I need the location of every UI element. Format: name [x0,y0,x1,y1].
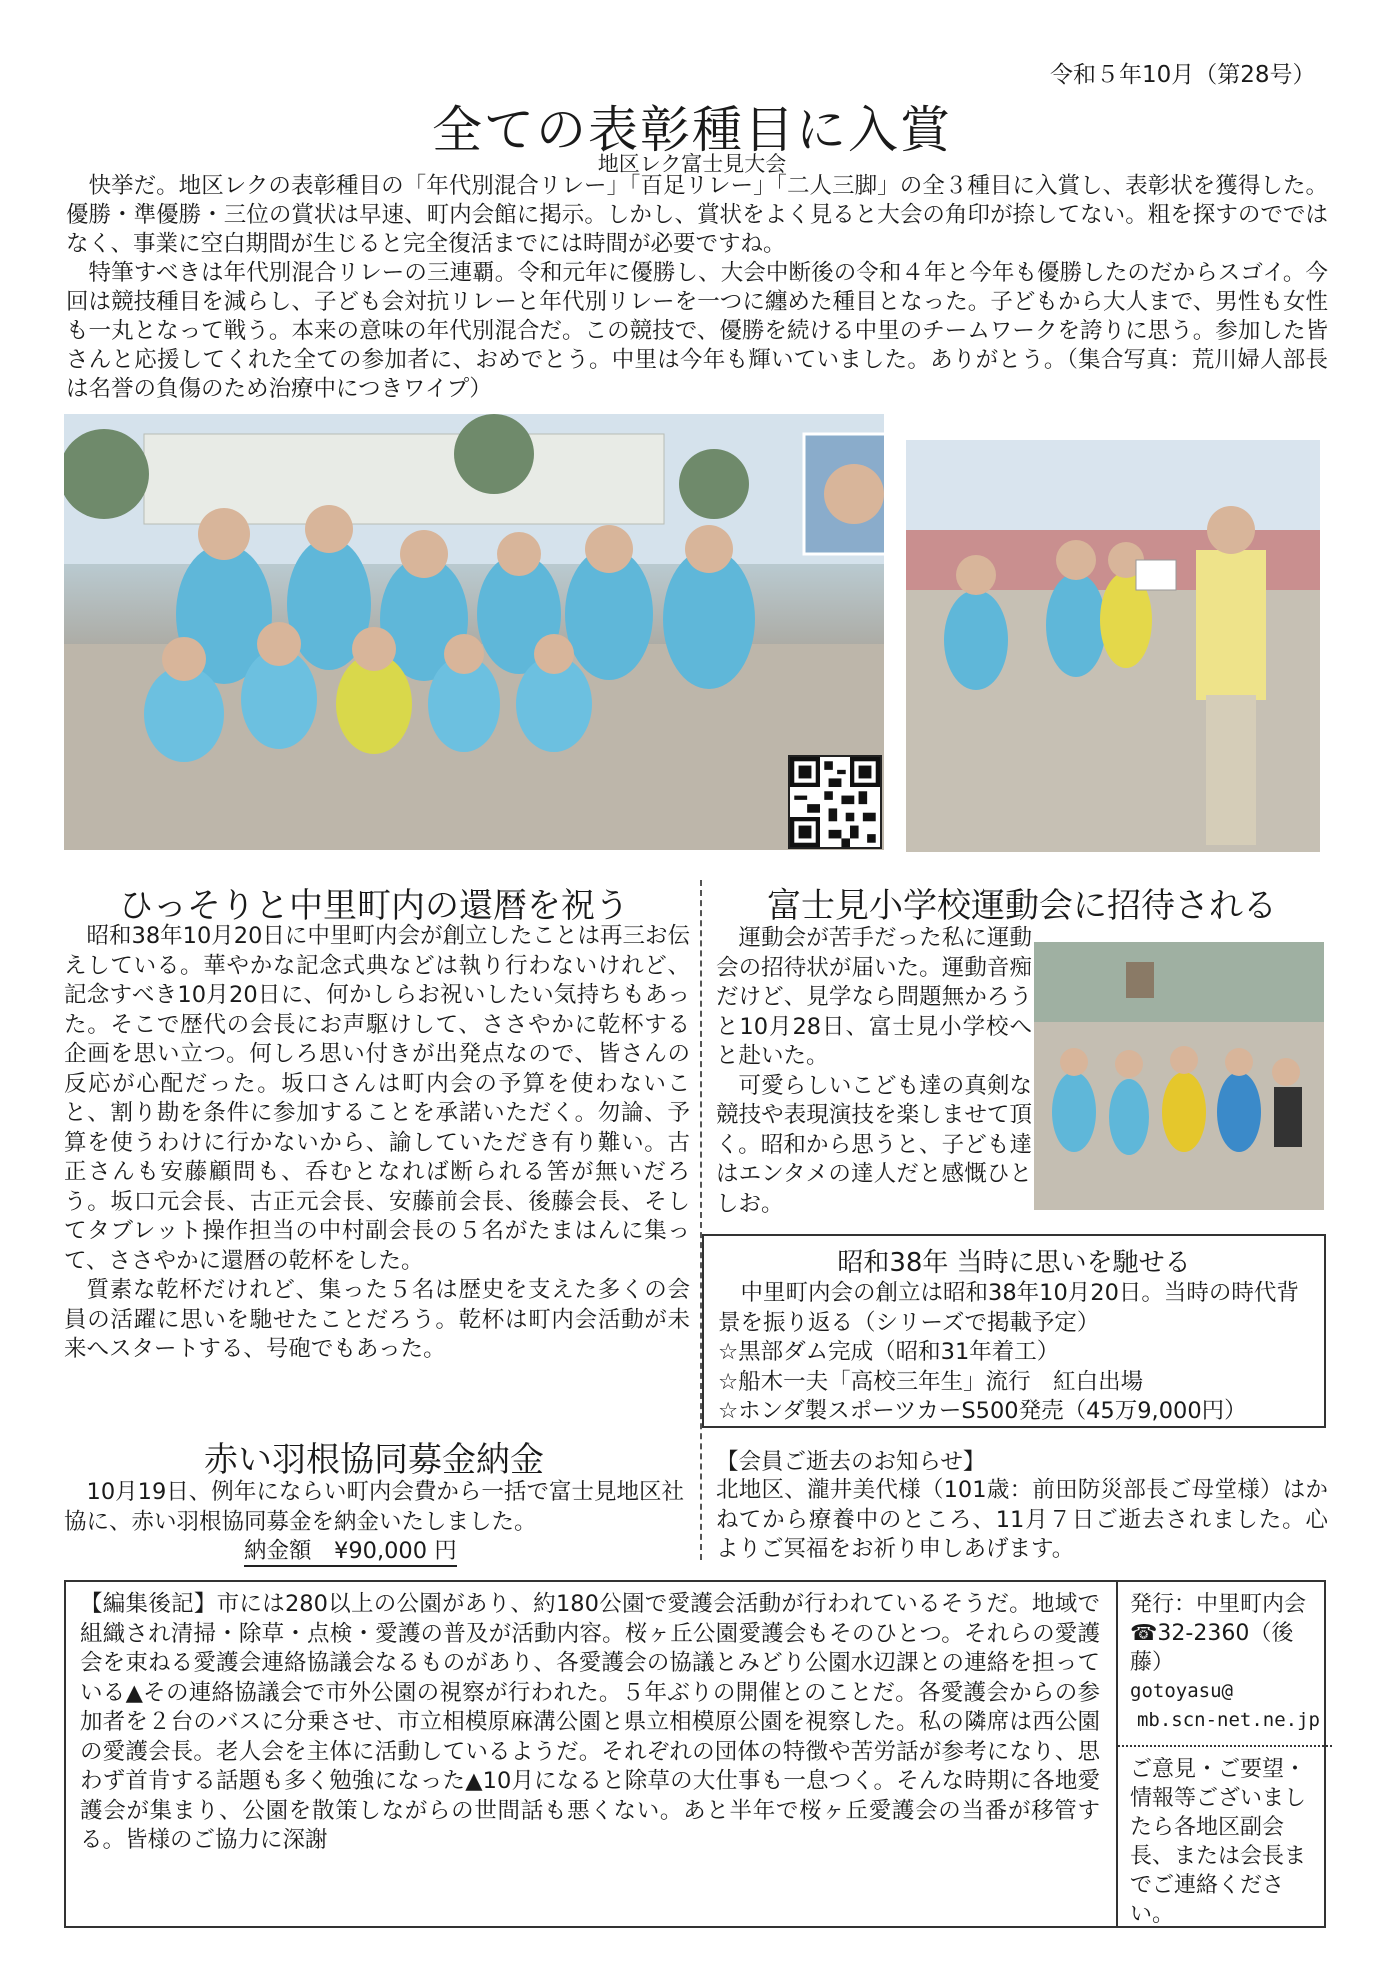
award-photo [906,440,1320,852]
editorial-label: 【編集後記】 [80,1591,217,1617]
showa-intro: 中里町内会の創立は昭和38年10月20日。当時の時代背景を振り返る（シリーズで掲載予定） [718,1280,1299,1336]
main-subtitle: 地区レク富士見大会 [597,152,787,176]
donation-body [64,1478,684,1567]
school-photo-illustration [1034,942,1324,1210]
contact-divider [1116,1582,1118,1926]
award-photo-illustration [906,440,1320,852]
main-paragraph: 特筆すべきは年代別混合リレーの三連覇。令和元年に優勝し、大会中断後の令和４年と今年も優勝したのだからスゴイ。今回は競技種目を減らし、子ども会対抗リレーと年代別リレーを一つに纏めた種目となった。子どもから大人まで、男性も女性も一丸となって戦う。本来の意味の年代別混合だ。この競技で、優勝を続ける中里のチームワークを誇りに思う。参加した皆さんと応援してくれた全ての参加者に、おめでとう。中里は今年も輝いていました。ありがとう。（集合写真：荒川婦人部長は名誉の負傷のため治療中につきワイプ） [66,260,1328,402]
main-headline: 全ての表彰種目に入賞 [432,101,952,159]
showa-item: ☆船木一夫「高校三年生」流行 紅白出場 [718,1368,1144,1395]
donation-text: 10月19日、例年にならい町内会費から一括で富士見地区社協に、赤い羽根協同募金を納金いたしました。 [64,1479,684,1535]
obituary-title: 【会員ご逝去のお知らせ】 [716,1449,986,1475]
showa-item: ☆黒部ダム完成（昭和31年着工） [718,1339,1060,1365]
editorial-box [64,1580,1326,1928]
column-divider [700,880,702,1560]
phone-number: ☎32-2360（後藤） [1130,1621,1294,1675]
editorial-body: 市には280以上の公園があり、約180公園で愛護会活動が行われているそうだ。地域で組織され清掃・除草・点検・愛護の普及が活動内容。桜ヶ丘公園愛護会もそのひとつ。それらの愛護会を束ねる愛護会連絡協議会なるものがあり、各愛護会の協議とみどり公園水辺課との連絡を担っている▲その連絡協議会で市外公園の視察が行われた。５年ぶりの開催とのことだ。各愛護会からの参加者を２台のバスに分乗させ、市立相模原麻溝公園と県立相模原公園を視察した。私の隣席は西公園の愛護会長。老人会を主体に活動しているようだ。それぞれの団体の特徴や苦労話が参考になり、思わず首肯する話題も多く勉強になった▲10月になると除草の大仕事も一息つく。そんな時期に各地愛護会が集まり、公園を散策しながらの世間話も悪くない。あと半年で桜ヶ丘愛護会の当番が移管する。皆様のご協力に深謝 [80,1591,1100,1853]
group-photo-illustration [64,414,884,850]
kanreki-body [64,922,690,1365]
donation-title: 赤い羽根協同募金納金 [204,1440,544,1480]
school-paragraph: 運動会が苦手だった私に運動会の招待状が届いた。運動音痴だけど、見学なら問題無かろうと10月28日、富士見小学校へと赴いた。 [716,925,1032,1069]
email-user[interactable]: gotoyasu@ [1130,1680,1233,1702]
editorial-text [80,1590,1100,1856]
obituary-section [716,1444,1328,1565]
obituary-body: 北地区、瀧井美代様（101歳：前田防災部長ご母堂様）はかねてから療養中のところ、11月７日ご逝去されました。心よりご冥福をお祈り申しあげます。 [716,1477,1328,1562]
email-domain[interactable]: mb.scn-net.ne.jp [1136,1709,1320,1731]
school-title: 富士見小学校運動会に招待される [767,886,1277,926]
showa-title: 昭和38年 当時に思いを馳せる [837,1248,1191,1278]
showa-item: ☆ホンダ製スポーツカーS500発売（45万9,000円） [718,1398,1247,1424]
school-photo [1034,942,1324,1210]
group-photo [64,414,884,850]
kanreki-paragraph: 昭和38年10月20日に中里町内会が創立したことは再三お伝えしている。華やかな記念式典などは執り行わないけれど、記念すべき10月20日に、何かしらお祝いしたい気持ちもあった。そこで歴代の会長にお声駆けして、ささやかに乾杯する企画を思い立つ。何しろ思い付きが出発点なので、皆さんの反応が心配だった。坂口さんは町内会の予算を使わないこと、割り勘を条件に参加することを承諾いただく。勿論、予算を使うわけに行かないから、諭していただき有り難い。古正さんも安藤顧問も、呑むとなれば断られる筈が無いだろう。坂口元会長、古正元会長、安藤前会長、後藤会長、そしてタブレット操作担当の中村副会長の５名がたまはんに集って、ささやかに還暦の乾杯をした。 [64,923,690,1274]
kanreki-title: ひっそりと中里町内の還暦を祝う [119,886,629,926]
school-body [716,924,1032,1219]
contact-info [1130,1590,1320,1929]
school-paragraph: 可愛らしいこども達の真剣な競技や表現演技を楽しませて頂く。昭和から思うと、子ども達はエンタメの達人だと感慨ひとしお。 [716,1072,1032,1217]
donation-amount: 納金額 ¥90,000 円 [244,1538,457,1567]
main-paragraph: 快挙だ。地区レクの表彰種目の「年代別混合リレー」「百足リレー」「二人三脚」の全３種目に入賞し、表彰状を獲得した。優勝・準優勝・三位の賞状は早速、町内会館に掲示。しかし、賞状をよく見ると大会の角印が捺してない。粗を探すのでではなく、事業に空白期間が生じると完全復活までには時間が必要ですね。 [66,173,1328,257]
qr-code[interactable] [788,755,882,849]
main-article-body [66,172,1328,404]
contact-separator [1118,1745,1332,1747]
publisher: 発行：中里町内会 [1130,1592,1307,1617]
showa-box [702,1234,1326,1428]
qr-code-icon [790,757,880,847]
contact-request: ご意見・ご要望・情報等ございましたら各地区副会長、または会長までご連絡ください。 [1130,1757,1307,1927]
kanreki-paragraph: 質素な乾杯だけれど、集った５名は歴史を支えた多くの会員の活躍に思いを馳せたことだろう。乾杯は町内会活動が未来へスタートする、号砲でもあった。 [64,1277,690,1362]
issue-number: 令和５年10月（第28号） [1050,62,1316,88]
